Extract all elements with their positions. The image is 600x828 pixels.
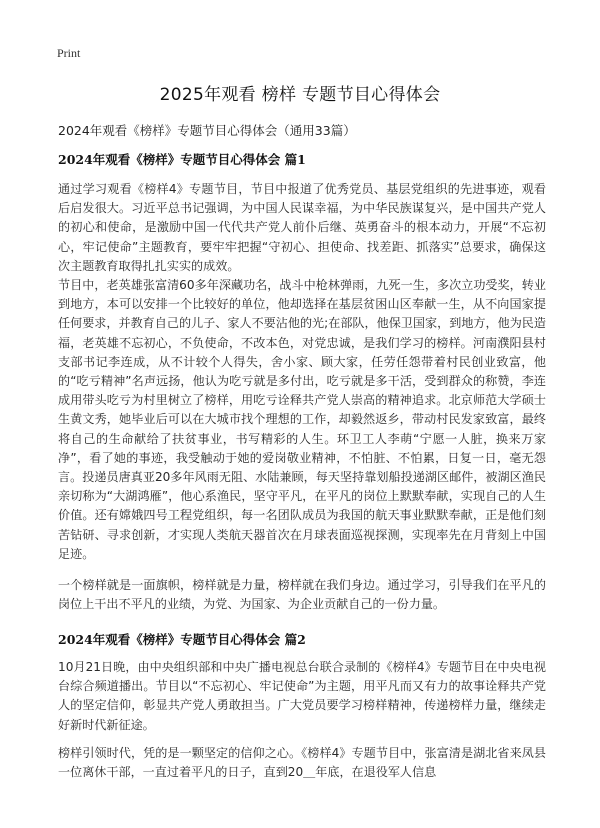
paragraph-2-2: 榜样引领时代，凭的是一颗坚定的信仰之心。《榜样4》专题节目中，张富清是湖北省来凤县一位离休干部，一直过着平凡的日子，直到20＿年底，在退役军人信息: [58, 746, 546, 780]
print-link[interactable]: Print: [57, 46, 81, 60]
paragraph-2-1: 10月21日晚，由中央组织部和中央广播电视总台联合录制的《榜样4》专题节目在中央电视台综合频道播出。节目以“不忘初心、牢记使命”为主题，用平凡而又有力的故事诠释共产党人的坚定信仰，彰显共产党人勇敢担当。广大党员要学习榜样精神，传递榜样力量，继续走好新时代新征途。: [58, 660, 546, 732]
paragraph-1-3: 一个榜样就是一面旗帜，榜样就是力量，榜样就在我们身边。通过学习，引导我们在平凡的岗位上干出不平凡的业绩，为党、为国家、为企业贡献自己的一份力量。: [58, 578, 546, 612]
page-title: 2025年观看 榜样 专题节目心得体会: [159, 85, 441, 105]
paragraph-1-1: 通过学习观看《榜样4》专题节目，节目中报道了优秀党员、基层党组织的先进事迹，观看后启发很大。习近平总书记强调，为中国人民谋幸福，为中华民族谋复兴，是中国共产党人的初心和使命，是激励中国一代代共产党人前仆后继、英勇奋斗的根本动力，开展“不忘初心，牢记使命”主题教育，要牢牢把握“守初心、担使命、找差距、抓落实”总要求，确保这次主题教育取得扎扎实实的成效。: [58, 182, 546, 273]
section-heading-1: 2024年观看《榜样》专题节目心得体会 篇1: [58, 152, 306, 167]
section-heading-2: 2024年观看《榜样》专题节目心得体会 篇2: [58, 632, 306, 647]
paragraph-1-2: 节目中，老英雄张富清60多年深藏功名，战斗中枪林弹雨，九死一生，多次立功受奖，转业到地方，本可以安排一个比较好的单位，他却选择在基层贫困山区奉献一生，从不向国家提任何要求，并教育自己的儿子、家人不要沾他的光;在部队，他保卫国家，到地方，他为民造福，老英雄不忘初心，不负使命，不改本色，对党忠诚，是我们学习的榜样。河南濮阳县村支部书记李连成，从不计较个人得失，舍小家、顾大家，任劳任怨带着村民创业致富，他的“吃亏精神”名声远扬，他认为吃亏就是多付出，吃亏就是多干活，受到群众的称赞，李连成用带头吃亏为村里树立了榜样，用吃亏诠释共产党人崇高的精神追求。北京师范大学硕士生黄文秀，她毕业后可以在大城市找个理想的工作，却毅然返乡，带动村民发家致富，最终将自己的生命献给了扶贫事业，书写精彩的人生。环卫工人李萌“宁愿一人脏，换来万家净”，看了她的事迹，我受触动于她的爱岗敬业精神，不怕脏、不怕累，日复一日，毫无怨言。投递员唐真亚20多年风雨无阻、水陆兼顾，每天坚持靠划船投递湖区邮件，被湖区渔民亲切称为“大湖鸿雁”，他心系渔民，坚守平凡，在平凡的岗位上默默奉献，实现自己的人生价值。还有嫦娥四号工程党组织，每一名团队成员为我国的航天事业默默奉献，正是他们刻苦钻研、寻求创新，才实现人类航天器首次在月球表面巡视探测，实现率先在月背刻上中国足迹。: [58, 278, 546, 561]
document-subtitle: 2024年观看《榜样》专题节目心得体会（通用33篇）: [58, 123, 356, 138]
